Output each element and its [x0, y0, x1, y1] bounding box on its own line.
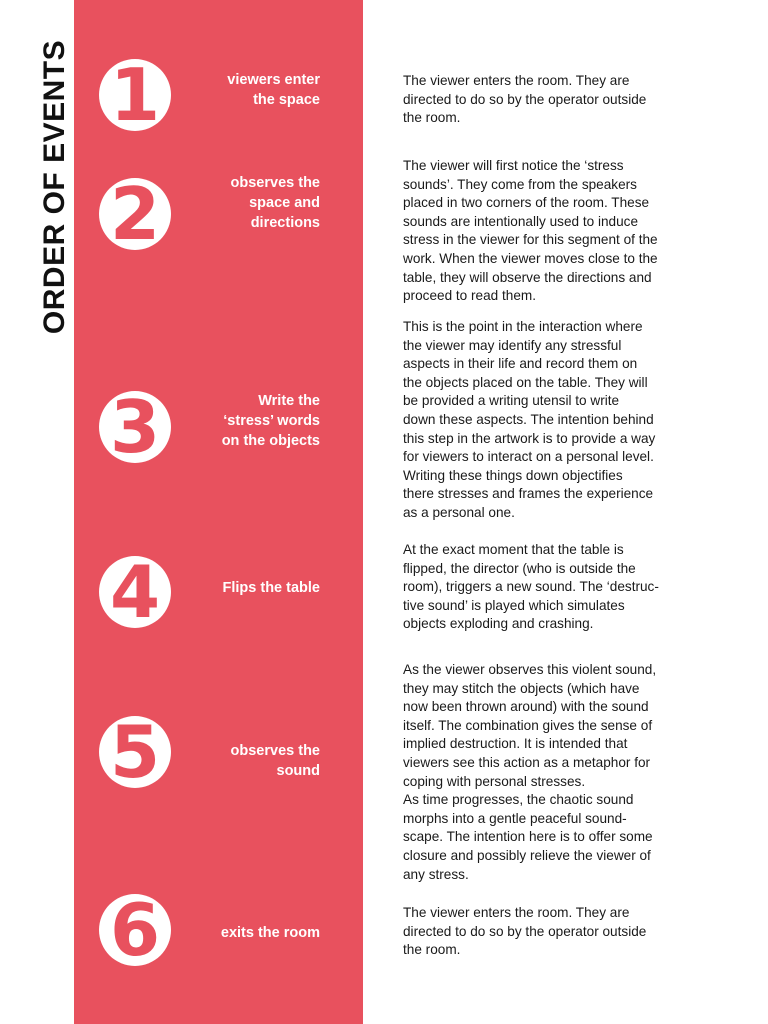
step-label: exits the room	[220, 925, 320, 941]
step-label: viewers enter the space	[227, 72, 320, 108]
step-description: The viewer will first notice the ‘stress sounds’. They come from the speakers placed in two corners of the room. These sounds are intentionally used to induce stress in the viewer for this segment of the work. When the viewer moves close to the table, they will observe the directions and proceed to read them.	[403, 158, 658, 304]
step-description: The viewer enters the room. They are directed to do so by the operator outside the room.	[403, 905, 647, 958]
step-label: Flips the table	[222, 580, 320, 596]
accent-band	[74, 0, 363, 1024]
step-description: As the viewer observes this violent sound, they may stitch the objects (which have now been thrown around) with the sound itself. The combination gives the sense of implied destruction. It is intended that viewers see this action as a metaphor for coping with personal stresses. As time progresses, the chaotic sound morphs into a gentle peaceful sound- scape. The intention here is to offer some closure and possibly relieve the viewer of any stress.	[403, 662, 657, 882]
step-number: 5	[109, 716, 161, 788]
page-title: ORDER OF EVENTS	[38, 39, 71, 335]
step-number: 3	[109, 391, 161, 463]
step-label: Write the ‘stress’ words on the objects	[221, 393, 320, 449]
step-description: The viewer enters the room. They are directed to do so by the operator outside the room.	[403, 73, 647, 126]
step-description: At the exact moment that the table is flipped, the director (who is outside the room), triggers a new sound. The ‘destruc- tive sound’ is played which simulates objects exploding and crashing.	[403, 542, 659, 632]
step-number: 4	[109, 556, 161, 628]
step-number: 2	[109, 178, 161, 250]
step-label: observes the sound	[230, 743, 320, 779]
step-description: This is the point in the interaction where the viewer may identify any stressful aspects in their life and record them on the objects placed on the table. They will be provided a writing utensil to write down these aspects. The intention behind this step in the artwork is to provide a way for viewers to interact on a personal level. Writing these things down objectifies there stresses and frames the experience as a personal one.	[403, 319, 656, 520]
step-number: 6	[109, 894, 161, 966]
step-label: observes the space and directions	[230, 175, 320, 231]
step-number: 1	[109, 59, 161, 131]
